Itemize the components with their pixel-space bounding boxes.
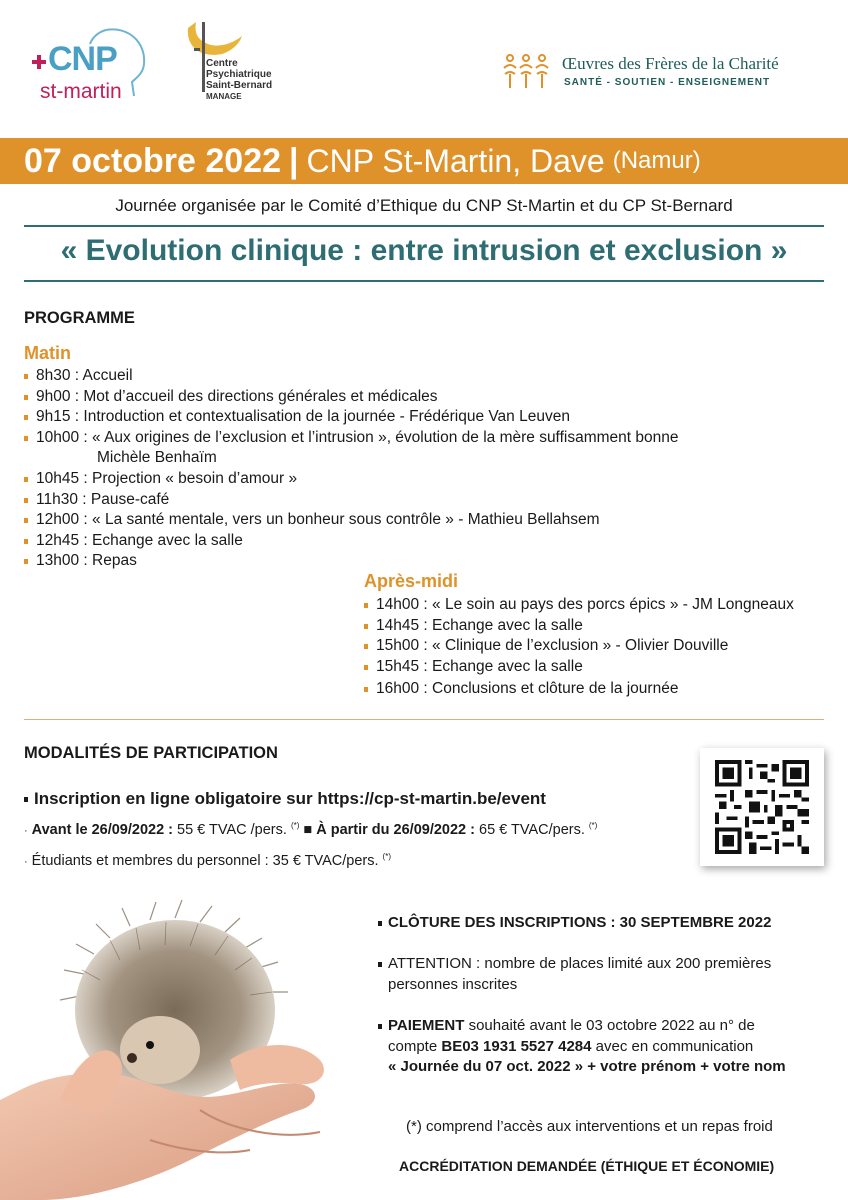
cnp-st-martin-logo [18, 20, 148, 103]
participation-title: MODALITÉS DE PARTICIPATION [24, 744, 278, 762]
price-line-2: · Étudiants et membres du personnel : 35 € TVAC/pers. (*) [24, 852, 391, 869]
theme-divider-top [24, 225, 824, 227]
list-item: 12h45 : Echange avec la salle [24, 531, 679, 552]
list-item: 13h00 : Repas [24, 551, 679, 572]
qr-code-icon [714, 760, 810, 854]
accreditation-note: ACCRÉDITATION DEMANDÉE (ÉTHIQUE ET ÉCONOMIE) [399, 1158, 775, 1174]
section-divider [24, 719, 824, 720]
event-date: 07 octobre 2022 [24, 141, 282, 180]
list-item: 15h45 : Echange avec la salle [364, 657, 794, 678]
programme-title: PROGRAMME [24, 309, 135, 327]
morning-schedule [24, 366, 679, 572]
afternoon-schedule [364, 595, 794, 700]
speaker-continuation: Michèle Benhaïm [97, 449, 217, 467]
list-item: 12h00 : « La santé mentale, vers un bonheur sous contrôle » - Mathieu Bellahsem [24, 510, 679, 531]
theme-divider-bottom [24, 280, 824, 282]
ofc-name: Œuvres des Frères de la Charité [562, 54, 779, 73]
list-item: 10h00 : « Aux origines de l’exclusion et l’intrusion », évolution de la mère suffisamment bonne Michèle Benhaïm [24, 428, 679, 469]
csb-line4: MANAGE [206, 92, 242, 101]
list-item: 9h00 : Mot d’accueil des directions générales et médicales [24, 387, 679, 408]
list-item: 16h00 : Conclusions et clôture de la journée [364, 679, 794, 700]
morning-title: Matin [24, 343, 71, 363]
three-flames-icon [500, 52, 552, 92]
attention-notice: ATTENTION : nombre de places limité aux 200 premières personnes inscrites [378, 954, 771, 995]
event-place: CNP St-Martin, Dave [306, 142, 605, 179]
csb-line1: Centre [206, 58, 238, 69]
inscription-line: Inscription en ligne obligatoire sur https://cp-st-martin.be/event [24, 789, 546, 809]
csb-line2: Psychiatrique [206, 69, 272, 80]
oeuvres-freres-charite-logo [500, 52, 830, 92]
closing-notice: CLÔTURE DES INSCRIPTIONS : 30 SEPTEMBRE 2022 [378, 913, 771, 934]
list-item: 10h45 : Projection « besoin d’amour » [24, 469, 679, 490]
list-item: 14h00 : « Le soin au pays des porcs épics » - JM Longneaux [364, 595, 794, 616]
event-city: (Namur) [612, 147, 701, 174]
hedgehog-photo [0, 900, 340, 1200]
date-banner [0, 138, 848, 184]
csb-line3: Saint-Bernard [206, 80, 273, 91]
centre-saint-bernard-logo [182, 18, 302, 101]
list-item: 15h00 : « Clinique de l’exclusion » - Olivier Douville [364, 636, 794, 657]
list-item: 8h30 : Accueil [24, 366, 679, 387]
st-martin-wordmark: st-martin [40, 80, 122, 103]
theme-title: « Evolution clinique : entre intrusion et exclusion » [60, 234, 788, 267]
qr-code[interactable] [700, 748, 824, 866]
list-item: 11h30 : Pause-café [24, 490, 679, 511]
banner-separator: | [289, 141, 299, 180]
ofc-tagline: SANTÉ - SOUTIEN - ENSEIGNEMENT [564, 77, 771, 88]
organiser-line: Journée organisée par le Comité d’Ethique du CNP St-Martin et du CP St-Bernard [115, 196, 733, 215]
cnp-wordmark: CNP [48, 40, 117, 78]
list-item: 9h15 : Introduction et contextualisation de la journée - Frédérique Van Leuven [24, 407, 679, 428]
footnote: (*) comprend l’accès aux interventions et un repas froid [406, 1118, 773, 1135]
afternoon-title: Après-midi [364, 571, 459, 591]
list-item: 14h45 : Echange avec la salle [364, 616, 794, 637]
price-line-1: · Avant le 26/09/2022 : 55 € TVAC /pers. (*) ■ À partir du 26/09/2022 : 65 € TVAC/pers. (*) [24, 821, 598, 838]
payment-notice: PAIEMENT souhaité avant le 03 octobre 2022 au n° de compte BE03 1931 5527 4284 avec en communication « Journée du 07 oct. 2022 » + votre prénom + votre nom [378, 1016, 786, 1078]
